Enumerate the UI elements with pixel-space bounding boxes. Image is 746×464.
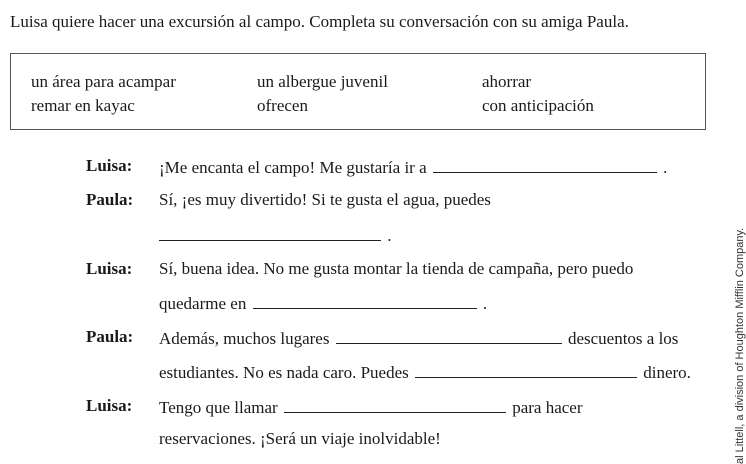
line-text: Además, muchos lugares (159, 329, 330, 348)
answer-blank-5[interactable] (415, 361, 637, 378)
line-text: ¡Me encanta el campo! Me gustaría ir a (159, 158, 427, 177)
word-bank-item: ofrecen (257, 96, 308, 115)
dialogue-line (159, 327, 678, 349)
answer-blank-3[interactable] (253, 292, 477, 309)
dialogue-line (159, 156, 667, 178)
dialogue-line (159, 292, 487, 314)
word-bank-item: ahorrar (482, 72, 532, 91)
line-text: descuentos a los (567, 329, 679, 348)
word-bank-item: remar en kayac (31, 96, 135, 115)
speaker-luisa: Luisa: (86, 156, 133, 175)
dialogue-line (159, 190, 491, 210)
answer-blank-6[interactable] (284, 396, 506, 413)
speaker-paula: Paula: (86, 190, 134, 209)
answer-blank-2[interactable] (159, 224, 381, 241)
line-text: . (387, 226, 392, 245)
speaker-luisa: Luisa: (86, 259, 133, 278)
answer-blank-4[interactable] (336, 327, 562, 344)
line-text: quedarme en (159, 294, 247, 313)
copyright-credit: al Littell, a division of Houghton Mifflin Company. (734, 227, 746, 464)
line-text: para hacer (512, 398, 583, 417)
dialogue-line (159, 396, 583, 418)
word-bank-item: un área para acampar (31, 72, 176, 91)
line-text: dinero. (643, 363, 691, 382)
instructions: Luisa quiere hacer una excursión al campo. Completa su conversación con su amiga Paula. (10, 12, 629, 31)
line-text: Sí, ¡es muy divertido! Si te gusta el agua, puedes (159, 190, 491, 209)
speaker-paula: Paula: (86, 327, 134, 346)
speaker-luisa: Luisa: (86, 396, 133, 415)
answer-blank-1[interactable] (433, 156, 657, 173)
line-text: reservaciones. ¡Será un viaje inolvidable! (159, 429, 441, 448)
line-text: . (663, 158, 668, 177)
dialogue-line (159, 259, 633, 279)
word-bank-item: un albergue juvenil (257, 72, 388, 91)
line-text: . (482, 294, 488, 313)
dialogue-line (157, 224, 392, 246)
dialogue-line (159, 429, 441, 449)
word-bank (10, 53, 706, 130)
line-text: estudiantes. No es nada caro. Puedes (159, 363, 409, 382)
line-text: Tengo que llamar (159, 398, 278, 417)
line-text: Sí, buena idea. No me gusta montar la tienda de campaña, pero puedo (159, 259, 634, 278)
word-bank-item: con anticipación (482, 96, 594, 115)
dialogue-line (159, 361, 691, 383)
